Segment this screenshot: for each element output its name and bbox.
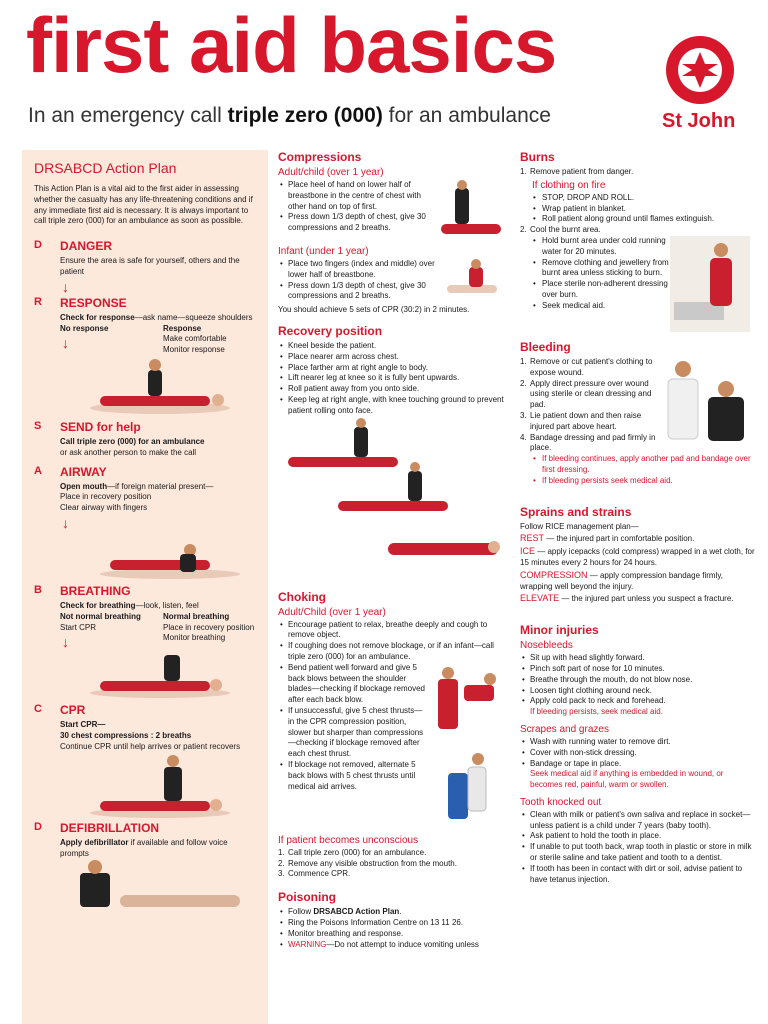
arrow-down-icon: ↓ xyxy=(62,634,69,651)
compressions-adult-illustration-icon xyxy=(433,180,503,244)
step-breathing: B BREATHING Check for breathing—look, listen, feel Not normal breathing Start CPR ↓ Normal breathing Place in recovery position Monitor breathing xyxy=(34,584,256,699)
scrapes-warning: Seek medical aid if anything is embedded in wound, or becomes red, painful, warm or swollen. xyxy=(530,769,724,790)
defibrillation-illustration-icon xyxy=(60,859,260,915)
bleeding-title: Bleeding xyxy=(520,339,571,354)
list-item: • Wash with running water to remove dirt. xyxy=(520,737,756,748)
step-response xyxy=(34,296,256,416)
minor-injuries-title: Minor injuries xyxy=(520,623,599,638)
choking-adult-heading: Adult/Child (over 1 year) xyxy=(278,606,386,618)
choking-section xyxy=(278,590,506,881)
bleeding-illustration-icon xyxy=(660,357,752,447)
list-item: • Place sterile non-adherent dressing over burn. xyxy=(520,279,670,301)
list-item: • If coughing does not remove blockage, or if an infant—call triple zero (000) for an ambulance. xyxy=(278,641,506,663)
list-item: • Press down 1/3 depth of chest, give 30 compressions and 2 breaths. xyxy=(278,212,433,234)
middle-column xyxy=(276,150,508,956)
list-item: • Roll patient away from you onto side. xyxy=(278,384,506,395)
step-letter: C xyxy=(34,703,42,716)
list-item: • Bandage or tape in place. xyxy=(520,759,756,770)
list-item: • STOP, DROP AND ROLL. xyxy=(520,193,756,204)
page-subtitle xyxy=(28,104,551,128)
list-item: • Remove clothing and jewellery from burnt area unless sticking to burn. xyxy=(520,258,670,280)
drsabcd-intro: This Action Plan is a vital aid to the first aider in assessing whether the casualty has any life-threatening conditions and if any immediate first aid is necessary. It is always important to call triple zero (000) for an ambulance as soon as possible. xyxy=(34,184,253,226)
list-item: • Roll patient along ground until flames extinguish. xyxy=(520,214,756,225)
step-airway: A AIRWAY Open mouth—if foreign material present— Place in recovery position Clear airway with fingers ↓ xyxy=(34,465,256,580)
tooth-heading: Tooth knocked out xyxy=(520,796,602,808)
step-letter: A xyxy=(34,464,42,477)
bleeding-section xyxy=(520,340,756,487)
compressions-section xyxy=(278,150,506,316)
list-item: • Monitor breathing and response. xyxy=(278,929,506,940)
subtitle-emergency-number: triple zero (000) xyxy=(227,104,383,127)
burns-fire-heading: If clothing on fire xyxy=(532,179,606,191)
list-item: 3. Commence CPR. xyxy=(278,869,351,879)
arrow-down-icon: ↓ xyxy=(62,335,69,352)
list-item: • Press down 1/3 depth of chest, give 30 compressions and 2 breaths. xyxy=(278,281,443,303)
list-item: 1. Remove or cut patient's clothing to expose wound. xyxy=(520,356,653,377)
drsabcd-title: DRSABCD Action Plan xyxy=(34,160,177,176)
response-columns: No response ↓ Response Make comfortable Monitor response xyxy=(60,323,227,355)
header xyxy=(0,0,768,150)
list-item: • Clean with milk or patient's own saliva and replace in socket—unless patient is a child under 7 years (baby tooth). xyxy=(520,810,756,832)
step-danger xyxy=(34,239,256,294)
list-item: • Ask patient to hold the tooth in place. xyxy=(520,831,756,842)
list-item: 1. Remove patient from danger. xyxy=(520,167,634,176)
list-item: • Encourage patient to relax, breathe deeply and cough to remove object. xyxy=(278,620,506,642)
list-item: • Apply cold pack to neck and forehead. xyxy=(520,696,756,707)
list-item: 2. Cool the burnt area. xyxy=(520,225,601,235)
list-item: • If bleeding continues, apply another pad and bandage over first dressing. xyxy=(520,454,756,476)
subtitle-pre: In an emergency call xyxy=(28,104,228,127)
list-item: • Hold burnt area under cold running water for 20 minutes. xyxy=(520,236,670,258)
list-item: • Ring the Poisons Information Centre on 13 11 26. xyxy=(278,918,506,929)
compressions-infant-heading: Infant (under 1 year) xyxy=(278,246,369,257)
compressions-note: You should achieve 5 sets of CPR (30:2) in 2 minutes. xyxy=(278,305,470,315)
airway-illustration-icon xyxy=(60,530,260,580)
step-title: RESPONSE xyxy=(60,295,127,310)
burns-illustration-icon xyxy=(670,236,750,332)
arrow-down-icon: ↓ xyxy=(62,278,69,295)
list-item: • Kneel beside the patient. xyxy=(278,341,506,352)
compressions-infant-illustration-icon xyxy=(443,259,503,299)
list-item: • If tooth has been in contact with dirt or soil, advise patient to have tetanus injection. xyxy=(520,864,756,886)
step-defibrillation: D DEFIBRILLATION Apply defibrillator if available and follow voice prompts xyxy=(34,821,256,916)
list-item: • If unable to put tooth back, wrap tooth in plastic or store in milk or sterile saline and take patient and tooth to a dentist. xyxy=(520,842,756,864)
drsabcd-panel xyxy=(22,150,268,1024)
logo-text: St John xyxy=(662,110,736,132)
nosebleeds-heading: Nosebleeds xyxy=(520,640,573,652)
step-title: DANGER xyxy=(60,239,113,254)
list-item: 1. Call triple zero (000) for an ambulance. xyxy=(278,847,427,857)
list-item: • Lift nearer leg at knee so it is fully bent upwards. xyxy=(278,373,506,384)
burns-title: Burns xyxy=(520,150,555,164)
sprains-title: Sprains and strains xyxy=(520,504,632,519)
step-letter: S xyxy=(34,419,42,432)
recovery-section xyxy=(278,324,506,582)
recovery-illustration-icon xyxy=(278,417,506,577)
list-item: • Breathe through the mouth, do not blow nose. xyxy=(520,675,756,686)
list-item: • Place farther arm at right angle to body. xyxy=(278,363,506,374)
list-item: 4. Bandage dressing and pad firmly in place. xyxy=(520,432,656,453)
list-item: 3. Lie patient down and then raise injured part above heart. xyxy=(520,410,642,431)
sprains-intro: Follow RICE management plan— xyxy=(520,521,639,531)
list-item: • If blockage not removed, alternate 5 back blows with 5 chest thrusts until medical aid arrives. xyxy=(278,760,428,792)
rice-compression: COMPRESSION — apply compression bandage firmly, wrapping well beyond the injury. xyxy=(520,569,723,591)
step-cpr: C CPR Start CPR— 30 chest compressions : 2 breaths Continue CPR until help arrives or patient recovers xyxy=(34,703,256,818)
list-item: • If bleeding persists seek medical aid. xyxy=(520,476,756,487)
rice-rest: REST — the injured part in comfortable position. xyxy=(520,533,695,544)
list-item: • Place two fingers (index and middle) over lower half of breastbone. xyxy=(278,259,443,281)
recovery-title: Recovery position xyxy=(278,323,383,338)
compressions-adult-heading: Adult/child (over 1 year) xyxy=(278,167,384,178)
step-send: S SEND for help Call triple zero (000) for an ambulance or ask another person to make the call xyxy=(34,420,256,459)
list-item: • Place heel of hand on lower half of breastbone in the centre of chest with other hand on top of first. xyxy=(278,180,433,212)
poisoning-section xyxy=(278,890,506,950)
list-item: • If unsuccessful, give 5 chest thrusts—in the CPR compression position, slower but sharper than compressions—checking if blockage removed after each chest thrust. xyxy=(278,706,428,760)
step-text: Ensure the area is safe for yourself, others and the patient xyxy=(60,256,240,276)
list-item: • Wrap patient in blanket. xyxy=(520,204,756,215)
arrow-down-icon: ↓ xyxy=(62,514,69,531)
step-title: CPR xyxy=(60,703,86,718)
breathing-columns: Not normal breathing Start CPR ↓ Normal breathing Place in recovery position Monitor breathing xyxy=(60,611,255,651)
poisoning-title: Poisoning xyxy=(278,890,336,905)
step-letter: R xyxy=(34,295,42,308)
cpr-illustration-icon xyxy=(60,753,260,819)
list-item: 2. Apply direct pressure over wound using sterile or clean dressing and pad. xyxy=(520,378,652,410)
sprains-section xyxy=(520,505,756,606)
list-item: • Bend patient well forward and give 5 back blows between the shoulder blades—checking if blockage removed after each back blow. xyxy=(278,663,428,706)
list-item: • WARNING—Do not attempt to induce vomiting unless xyxy=(278,940,506,951)
choking-title: Choking xyxy=(278,589,326,604)
step-title: AIRWAY xyxy=(60,464,107,479)
step-title: DEFIBRILLATION xyxy=(60,820,160,835)
list-item: • Sit up with head slightly forward. xyxy=(520,653,756,664)
step-letter: B xyxy=(34,583,42,596)
list-item: • Place nearer arm across chest. xyxy=(278,352,506,363)
list-item: • Follow DRSABCD Action Plan. xyxy=(278,907,506,918)
list-item: • Pinch soft part of nose for 10 minutes. xyxy=(520,664,756,675)
choking-unconscious-heading: If patient becomes unconscious xyxy=(278,834,419,846)
st-john-logo-icon xyxy=(664,34,736,106)
list-item: 2. Remove any visible obstruction from the mouth. xyxy=(278,858,457,868)
rice-elevate: ELEVATE — the injured part unless you suspect a fracture. xyxy=(520,593,734,604)
list-item: • Loosen tight clothing around neck. xyxy=(520,686,756,697)
step-letter: D xyxy=(34,820,42,833)
page-title: first aid basics xyxy=(26,1,557,89)
response-illustration-icon xyxy=(60,356,260,416)
scrapes-heading: Scrapes and grazes xyxy=(520,723,609,735)
burns-section xyxy=(520,150,756,332)
breathing-illustration-icon xyxy=(60,649,260,699)
compressions-title: Compressions xyxy=(278,150,362,164)
right-column xyxy=(518,150,758,891)
list-item: • Seek medical aid. xyxy=(520,301,670,312)
step-title: SEND for help xyxy=(60,419,141,434)
step-text: Check for response—ask name—squeeze shoulders xyxy=(60,312,253,322)
nosebleeds-warning: If bleeding persists, seek medical aid. xyxy=(530,707,663,717)
minor-injuries-section xyxy=(520,623,756,885)
step-title: BREATHING xyxy=(60,583,131,598)
choking-illustration-icon xyxy=(428,663,504,833)
subtitle-post: for an ambulance xyxy=(382,104,551,127)
list-item: • Keep leg at right angle, with knee touching ground to prevent patient rolling onto face. xyxy=(278,395,506,417)
list-item: • Cover with non-stick dressing. xyxy=(520,748,756,759)
rice-ice: ICE — apply icepacks (cold compress) wrapped in a wet cloth, for 15 minutes every 2 hours for 24 hours. xyxy=(520,546,755,567)
step-letter: D xyxy=(34,239,42,252)
